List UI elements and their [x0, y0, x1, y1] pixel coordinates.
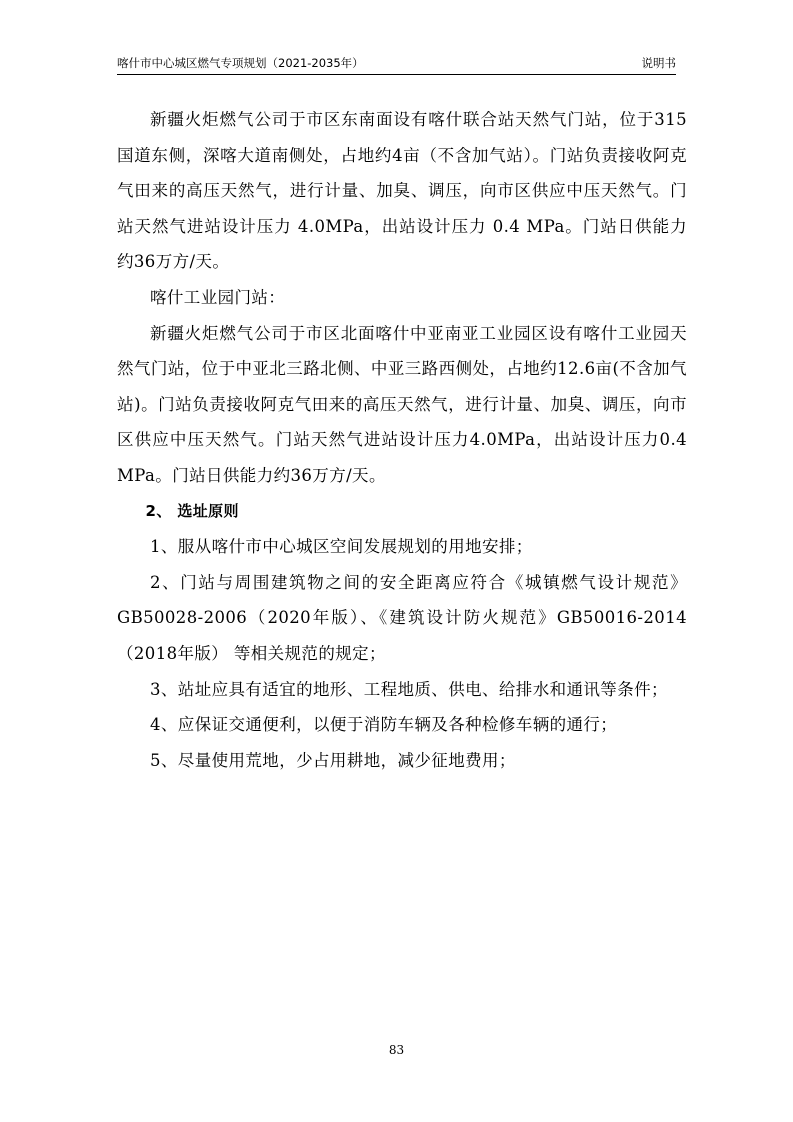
page-header	[117, 52, 676, 75]
header-title: 喀什市中心城区燃气专项规划（2021-2035年）	[117, 56, 364, 70]
section-title-site-principles: 2、 选址原则	[145, 501, 239, 520]
principle-item: 3、站址应具有适宜的地形、工程地质、供电、给排水和通讯等条件；	[150, 679, 668, 699]
header-doc-type: 说明书	[641, 56, 676, 70]
body-content	[117, 102, 687, 778]
principle-item: 4、应保证交通便利，以便于消防车辆及各种检修车辆的通行；	[150, 715, 618, 735]
principle-item: 1、服从喀什市中心城区空间发展规划的用地安排；	[150, 537, 533, 557]
principle-item: 5、尽量使用荒地，少占用耕地，减少征地费用；	[150, 750, 516, 770]
page-number: 83	[388, 1043, 405, 1057]
principle-item: 2、门站与周围建筑物之间的安全距离应符合《城镇燃气设计规范》GB50028-2006（2020年版）、《建筑设计防火规范》GB50016-2014（2018年版） 等相关规范的规定；	[117, 572, 687, 663]
paragraph-industrial-park-heading: 喀什工业园门站：	[150, 287, 286, 307]
paragraph-industrial-park-station: 新疆火炬燃气公司于市区北面喀什中亚南亚工业园区设有喀什工业园天然气门站，位于中亚北三路北侧、中亚三路西侧处，占地约12.6亩(不含加气站)。门站负责接收阿克气田来的高压天然气，进行计量、加臭、调压，向市区供应中压天然气。门站天然气进站设计压力4.0MPa，出站设计压力0.4 MPa。门站日供能力约36万方/天。	[117, 323, 687, 485]
paragraph-joint-station: 新疆火炬燃气公司于市区东南面设有喀什联合站天然气门站，位于315国道东侧，深喀大道南侧处，占地约4亩（不含加气站）。门站负责接收阿克气田来的高压天然气，进行计量、加臭、调压，向市区供应中压天然气。门站天然气进站设计压力 4.0MPa，出站设计压力 0.4 MPa。门站日供能力约36万方/天。	[117, 110, 687, 272]
